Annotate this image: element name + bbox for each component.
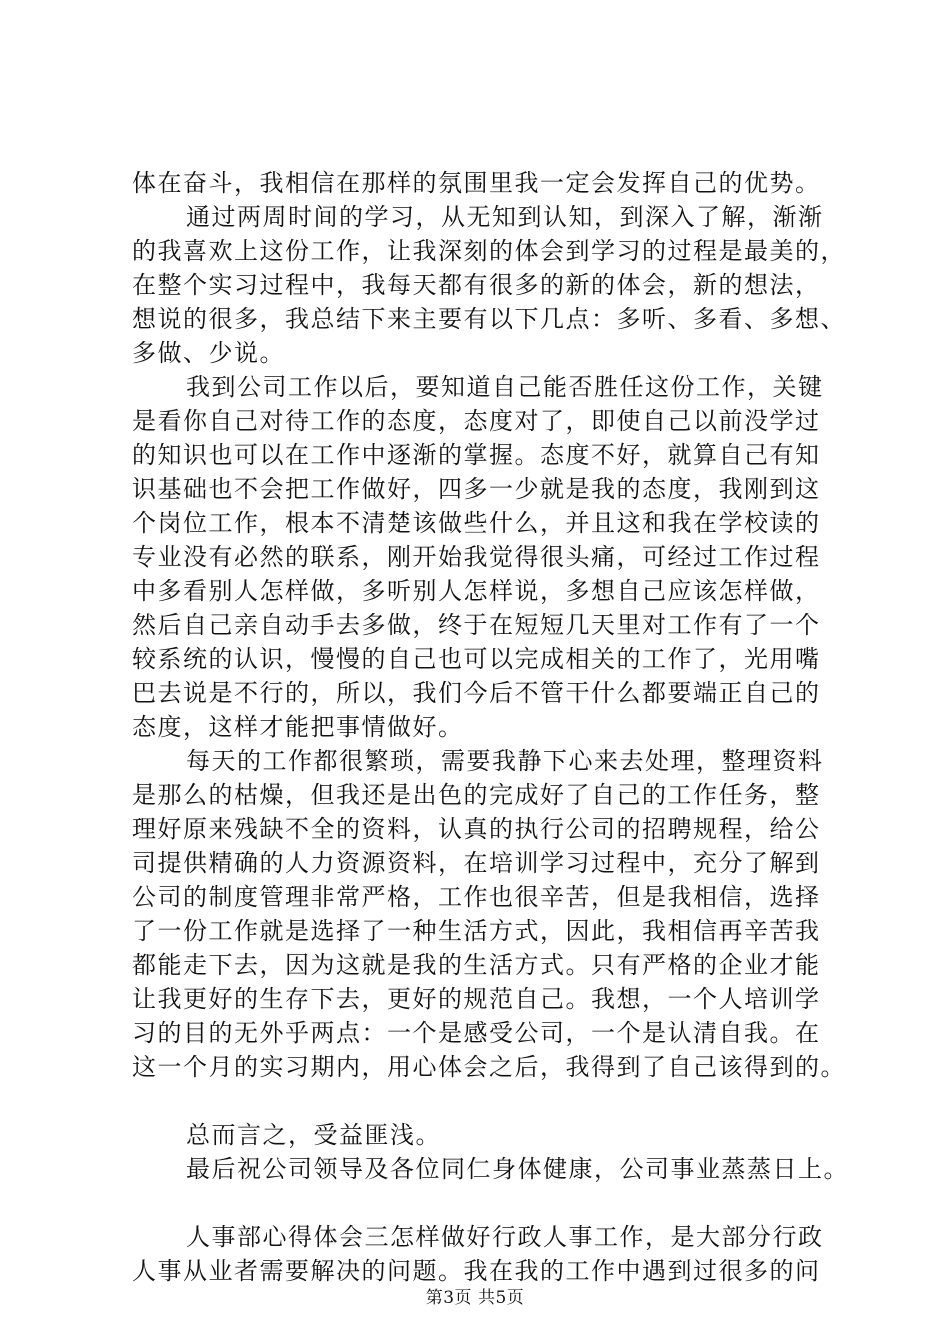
text-line: 理好原来残缺不全的资料，认真的执行公司的招聘规程，给公: [132, 815, 821, 843]
text-line: 是看你自己对待工作的态度，态度对了，即使自己以前没学过: [132, 407, 821, 435]
page-number-footer: 第3页 共5页: [425, 1288, 525, 1308]
paragraph-gap: [132, 1186, 852, 1220]
text-line: 态度，这样才能把事情做好。: [132, 713, 464, 741]
paragraph-start-line: 通过两周时间的学习，从无知到认知，到深入了解，渐渐: [186, 203, 824, 231]
text-line: 都能走下去，因为这就是我的生活方式。只有严格的企业才能: [132, 951, 821, 979]
text-line: 较系统的认识，慢慢的自己也可以完成相关的工作了，光用嘴: [132, 645, 821, 673]
text-line: 习的目的无外乎两点：一个是感受公司，一个是认清自我。在: [132, 1019, 821, 1047]
body-text: [132, 166, 852, 1288]
text-line: 专业没有必然的联系，刚开始我觉得很头痛，可经过工作过程: [132, 543, 821, 571]
text-line: 多做、少说。: [132, 339, 285, 367]
summary-line: 总而言之，受益匪浅。: [186, 1121, 441, 1149]
text-line: 想说的很多，我总结下来主要有以下几点：多听、多看、多想、: [132, 305, 846, 333]
text-line: 巴去说是不行的，所以，我们今后不管干什么都要端正自己的: [132, 679, 821, 707]
closing-wish-line: 最后祝公司领导及各位同仁身体健康，公司事业蒸蒸日上。: [186, 1155, 849, 1183]
text-line: 这一个月的实习期内，用心体会之后，我得到了自己该得到的。: [132, 1053, 846, 1081]
text-line: 是那么的枯燥，但我还是出色的完成好了自己的工作任务，整: [132, 781, 821, 809]
text-line: 体在奋斗，我相信在那样的氛围里我一定会发挥自己的优势。: [132, 169, 821, 197]
paragraph-start-line: 人事部心得体会三怎样做好行政人事工作，是大部分行政: [186, 1223, 824, 1251]
text-line: 公司的制度管理非常严格，工作也很辛苦，但是我相信，选择: [132, 883, 821, 911]
text-line: 让我更好的生存下去，更好的规范自己。我想，一个人培训学: [132, 985, 821, 1013]
text-line: 然后自己亲自动手去多做，终于在短短几天里对工作有了一个: [132, 611, 821, 639]
text-line: 个岗位工作，根本不清楚该做些什么，并且这和我在学校读的: [132, 509, 821, 537]
text-line: 中多看别人怎样做，多听别人怎样说，多想自己应该怎样做，: [132, 577, 821, 605]
text-line: 识基础也不会把工作做好，四多一少就是我的态度，我刚到这: [132, 475, 821, 503]
paragraph-start-line: 我到公司工作以后，要知道自己能否胜任这份工作，关键: [186, 373, 824, 401]
text-line: 司提供精确的人力资源资料，在培训学习过程中，充分了解到: [132, 849, 821, 877]
paragraph-start-line: 每天的工作都很繁琐，需要我静下心来去处理，整理资料: [186, 747, 824, 775]
text-line: 在整个实习过程中，我每天都有很多的新的体会，新的想法，: [132, 271, 821, 299]
text-line: 了一份工作就是选择了一种生活方式，因此，我相信再辛苦我: [132, 917, 821, 945]
text-line: 的知识也可以在工作中逐渐的掌握。态度不好，就算自己有知: [132, 441, 821, 469]
text-line: 人事从业者需要解决的问题。我在我的工作中遇到过很多的问: [132, 1257, 821, 1285]
text-line: 的我喜欢上这份工作，让我深刻的体会到学习的过程是最美的，: [132, 237, 846, 265]
paragraph-gap: [132, 1084, 852, 1118]
